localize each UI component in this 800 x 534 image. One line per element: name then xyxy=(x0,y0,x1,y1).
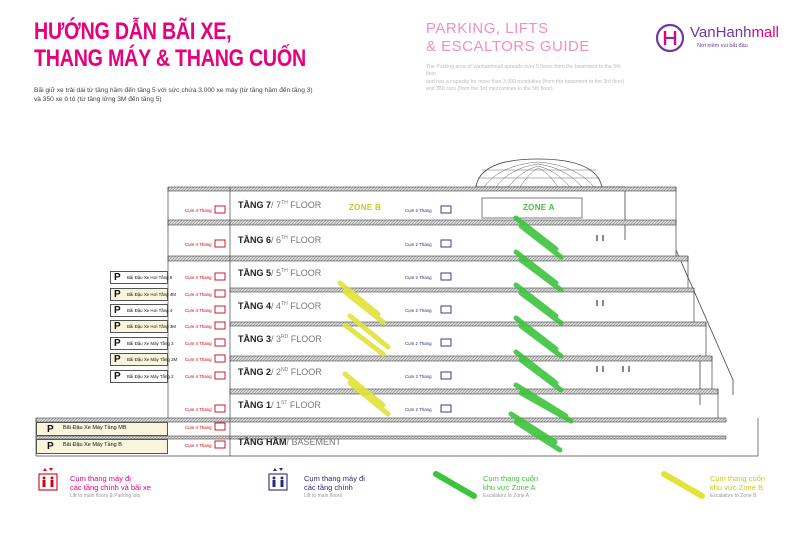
lift-red-icon xyxy=(38,468,58,492)
red-lift-label: Cụm 4 Thang xyxy=(185,242,212,247)
parking-tag-moto-2m: P Bãi Đậu Xe Máy Tầng 2M xyxy=(110,353,168,366)
blue-lift-label: Cụm 2 Thang xyxy=(405,208,432,213)
blue-lift-label: Cụm 2 Thang xyxy=(405,341,432,346)
desc-vi-line-2: và 350 xe ô tô (từ tầng lửng 3M đến tầng 5) xyxy=(34,96,162,103)
floor-basement-label: TẦNG HẦM/ BASEMENT xyxy=(238,437,342,447)
legend-green-en: Escalators to Zone A xyxy=(483,493,530,499)
desc-en-line-2: and has a capacity for more than 3.000 motobikes (from the basement to the 3rd floor) xyxy=(426,78,625,85)
title-en-line-2: & ESCALTORS GUIDE xyxy=(426,38,590,55)
blue-lift-label: Cụm 2 Thang xyxy=(405,275,432,280)
legend-yellow-en: Escalators to Zone B xyxy=(710,493,757,499)
zone-a-label: ZONE A xyxy=(523,203,555,212)
parking-tag-car-5: P Bãi Đậu Xe Hơi Tầng 5 xyxy=(110,271,168,284)
red-lift-label: Cụm 4 Thang xyxy=(185,341,212,346)
blue-lift-icons xyxy=(440,205,454,417)
legend-blue-en: Lift to main floors xyxy=(304,493,343,499)
blue-lift-label: Cụm 2 Thang xyxy=(405,407,432,412)
logo-name-a: VanHanh xyxy=(690,24,752,41)
red-lift-label: Cụm 4 Thang xyxy=(185,275,212,280)
parking-tag-moto-2: P Bãi Đậu Xe Máy Tầng 2 xyxy=(110,370,168,383)
red-lift-label: Cụm 4 Thang xyxy=(185,208,212,213)
red-lift-label: Cụm 4 Thang xyxy=(185,407,212,412)
escalator-green-icon xyxy=(432,470,478,500)
parking-tag-moto-b: P Bãi Đậu Xe Máy Tầng B xyxy=(36,439,168,454)
parking-tag-car-4: P Bãi Đậu Xe Hơi Tầng 4 xyxy=(110,304,168,317)
red-lift-icons xyxy=(214,205,226,453)
title-line-1: HƯỚNG DẪN BÃI XE, xyxy=(34,18,232,45)
floor-5-label: TẦNG 5/ 5TH FLOOR xyxy=(238,268,322,278)
title-en-line-1: PARKING, LIFTS xyxy=(426,20,549,37)
logo-name-b: mall xyxy=(751,24,779,41)
desc-vi-line-1: Bãi giữ xe trải dài từ tầng hầm đến tầng 5 với sức chứa 3.000 xe máy (từ tầng hầm đến tầng 3) xyxy=(34,87,313,94)
zone-b-escalators xyxy=(340,283,388,414)
legend-red-en: Lift to main floors & Parking lots xyxy=(70,493,141,499)
legend-yellow-title: Cụm thang cuốn khu vực Zone B xyxy=(710,474,766,492)
parking-tag-car-3m: P Bãi Đậu Xe Hơi Tầng 3M xyxy=(110,320,168,333)
red-lift-label: Cụm 4 Thang xyxy=(185,425,212,430)
desc-en-line-3: and 350 cars (from the 3rd mezzanines to the 5th floor) xyxy=(426,86,553,93)
desc-en-line-1: The Parking area of Vanhanhmall spreads over 9 floors from the basement to the 5th floor xyxy=(426,64,621,78)
floor-1-label: TẦNG 1/ 1ST FLOOR xyxy=(238,400,321,410)
legend-blue-title: Cụm thang máy đi các tầng chính xyxy=(304,474,365,492)
blue-lift-label: Cụm 2 Thang xyxy=(405,374,432,379)
red-lift-label: Cụm 4 Thang xyxy=(185,357,212,362)
floor-3-label: TẦNG 3/ 3RD FLOOR xyxy=(238,334,322,344)
parking-tag-moto-3: P Bãi Đậu Xe Máy Tầng 3 xyxy=(110,337,168,350)
floor-2-label: TẦNG 2/ 2ND FLOOR xyxy=(238,367,322,377)
logo-tagline: Nơi niềm vui bắt đầu xyxy=(697,43,748,49)
legend-red-title: Cụm thang máy đi các tầng chính và bãi xe xyxy=(70,474,151,492)
blue-lift-label: Cụm 2 Thang xyxy=(405,242,432,247)
legend-green-title: Cụm thang cuốn khu vực Zone A xyxy=(483,474,539,492)
zone-a-escalators xyxy=(511,218,571,450)
red-lift-label: Cụm 4 Thang xyxy=(185,308,212,313)
title-line-2: THANG MÁY & THANG CUỐN xyxy=(34,45,306,72)
dome-icon xyxy=(476,159,602,187)
escalator-yellow-icon xyxy=(660,470,706,500)
red-lift-label: Cụm 4 Thang xyxy=(185,292,212,297)
red-lift-label: Cụm 4 Thang xyxy=(185,374,212,379)
parking-tag-moto-mb: P Bãi Đậu Xe Máy Tầng MB xyxy=(36,422,168,436)
floor-6-label: TẦNG 6/ 6TH FLOOR xyxy=(238,235,322,245)
floor-7-label: TẦNG 7/ 7TH FLOOR xyxy=(238,200,322,210)
zone-b-label: ZONE B xyxy=(349,203,382,212)
blue-lift-label: Cụm 2 Thang xyxy=(405,308,432,313)
parking-tag-car-4m: P Bãi Đậu Xe Hơi Tầng 4M xyxy=(110,288,168,301)
red-lift-label: Cụm 4 Thang xyxy=(185,443,212,448)
red-lift-label: Cụm 4 Thang xyxy=(185,324,212,329)
floor-4-label: TẦNG 4/ 4TH FLOOR xyxy=(238,301,322,311)
lift-blue-icon xyxy=(268,468,288,492)
